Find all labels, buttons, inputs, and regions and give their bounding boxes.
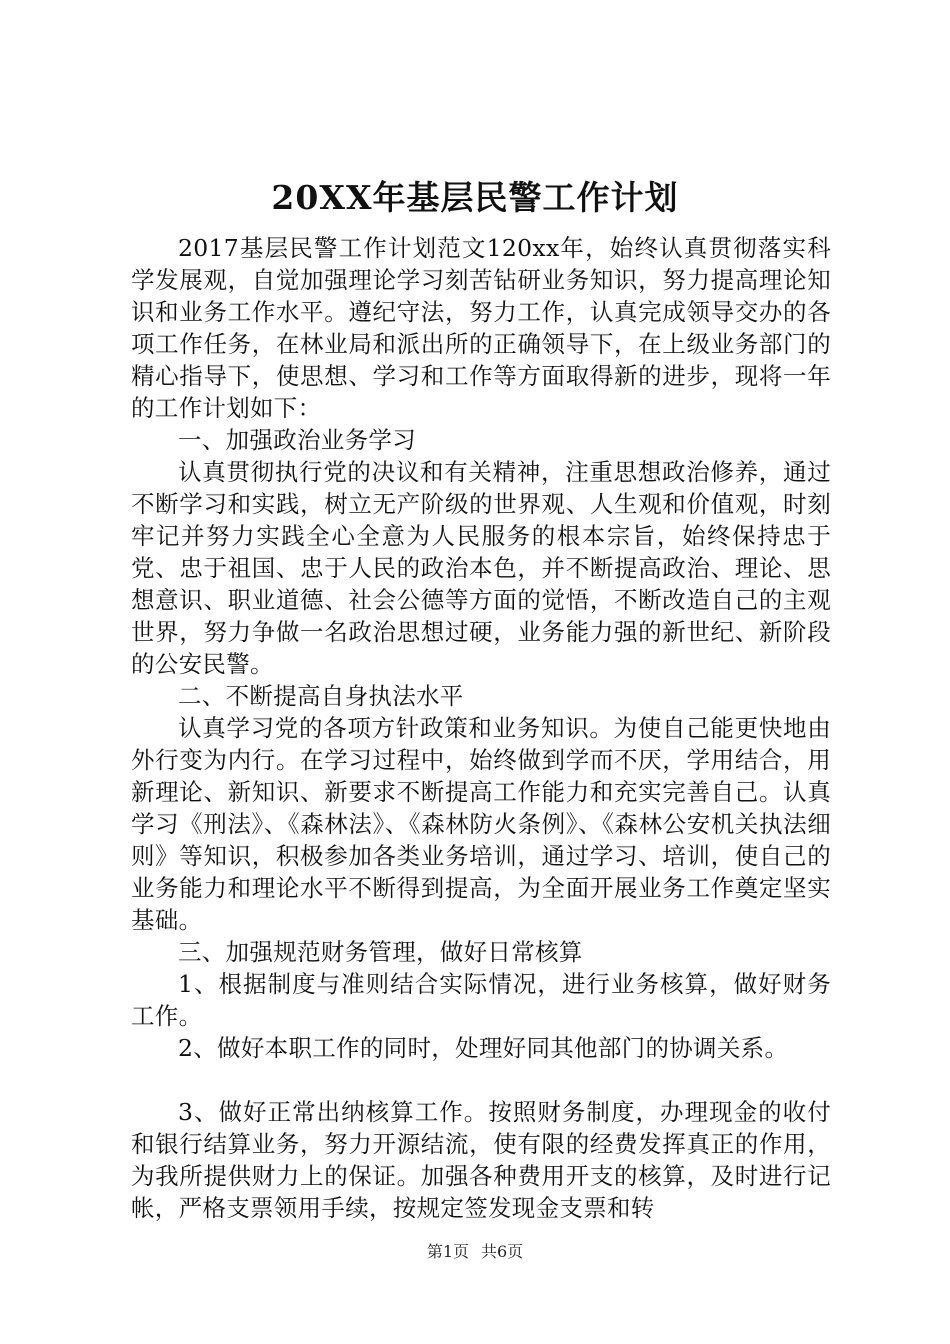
page-footer [0,1242,950,1262]
section-1-paragraph: 认真贯彻执行党的决议和有关精神，注重思想政治修养，通过不断学习和实践，树立无产阶级的世界观、人生观和价值观，时刻牢记并努力实践全心全意为人民服务的根本宗旨，始终保持忠于党、忠于祖国、忠于人民的政治本色，并不断提高政治、理论、思想意识、职业道德、社会公德等方面的觉悟，不断改造自己的主观世界，努力争做一名政治思想过硬，业务能力强的新世纪、新阶段的公安民警。 [131,458,831,678]
page-total: 共6页 [481,1242,524,1261]
page-number: 第1页 [426,1242,469,1261]
section-heading-1: 一、加强政治业务学习 [178,426,416,454]
document-title: 20XX年基层民警工作计划 [271,178,679,217]
list-item-2: 2、做好本职工作的同时，处理好同其他部门的协调关系。 [178,1034,789,1062]
list-item-3: 3、做好正常出纳核算工作。按照财务制度，办理现金的收付和银行结算业务，努力开源结流，使有限的经费发挥真正的作用，为我所提供财力上的保证。加强各种费用开支的核算，及时进行记帐，严格支票领用手续，按规定签发现金支票和转 [131,1098,831,1222]
section-heading-2: 二、不断提高自身执法水平 [178,682,464,710]
document-body [131,232,831,1224]
section-2-paragraph: 认真学习党的各项方针政策和业务知识。为使自己能更快地由外行变为内行。在学习过程中，始终做到学而不厌，学用结合，用新理论、新知识、新要求不断提高工作能力和充实完善自己。认真学习《刑法》、《森林法》、《森林防火条例》、《森林公安机关执法细则》等知识，积极参加各类业务培训，通过学习、培训，使自己的业务能力和理论水平不断得到提高，为全面开展业务工作奠定坚实基础。 [131,714,831,934]
list-item-1: 1、根据制度与准则结合实际情况，进行业务核算，做好财务工作。 [131,970,831,1030]
section-heading-3: 三、加强规范财务管理，做好日常核算 [178,938,583,966]
intro-paragraph: 2017基层民警工作计划范文120xx年，始终认真贯彻落实科学发展观，自觉加强理论学习刻苦钻研业务知识，努力提高理论知识和业务工作水平。遵纪守法，努力工作，认真完成领导交办的各项工作任务，在林业局和派出所的正确领导下，在上级业务部门的精心指导下，使思想、学习和工作等方面取得新的进步，现将一年的工作计划如下： [131,234,831,422]
